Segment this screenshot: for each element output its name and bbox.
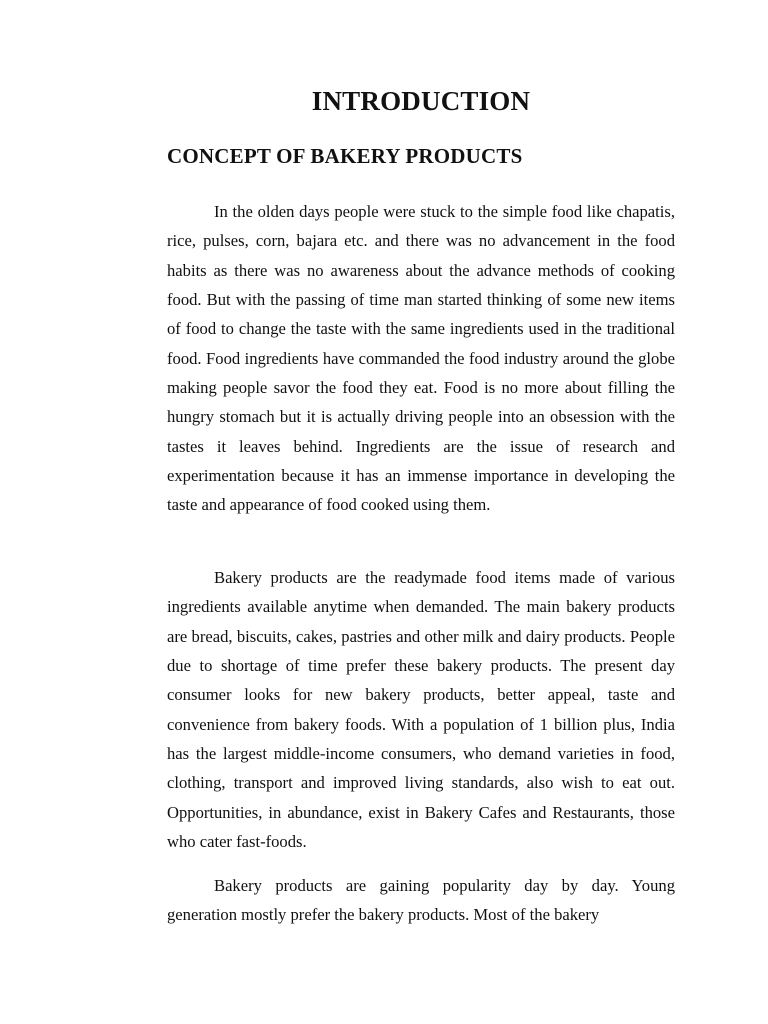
body-paragraph-3: Bakery products are gaining popularity day by day. Young generation mostly prefer the bakery products. Most of the bakery [167, 876, 675, 925]
page-title: INTRODUCTION [311, 86, 531, 116]
body-paragraph-2: Bakery products are the readymade food items made of various ingredients available anytime when demanded. The main bakery products are bread, biscuits, cakes, pastries and other milk and dairy products. People due to shortage of time prefer these bakery products. The present day consumer looks for new bakery products, better appeal, taste and convenience from bakery foods. With a population of 1 billion plus, India has the largest middle-income consumers, who demand varieties in food, clothing, transport and improved living standards, also wish to eat out. Opportunities, in abundance, exist in Bakery Cafes and Restaurants, those who cater fast-foods. [167, 568, 675, 852]
body-paragraph-1: In the olden days people were stuck to the simple food like chapatis, rice, pulses, corn, bajara etc. and there was no advancement in the food habits as there was no awareness about the advance methods of cooking food. But with the passing of time man started thinking of some new items of food to change the taste with the same ingredients used in the traditional food. Food ingredients have commanded the food industry around the globe making people savor the food they eat. Food is no more about filling the hungry stomach but it is actually driving people into an obsession with the tastes it leaves behind. Ingredients are the issue of research and experimentation because it has an immense importance in developing the taste and appearance of food cooked using them. [167, 202, 675, 515]
section-heading: CONCEPT OF BAKERY PRODUCTS [167, 144, 523, 168]
